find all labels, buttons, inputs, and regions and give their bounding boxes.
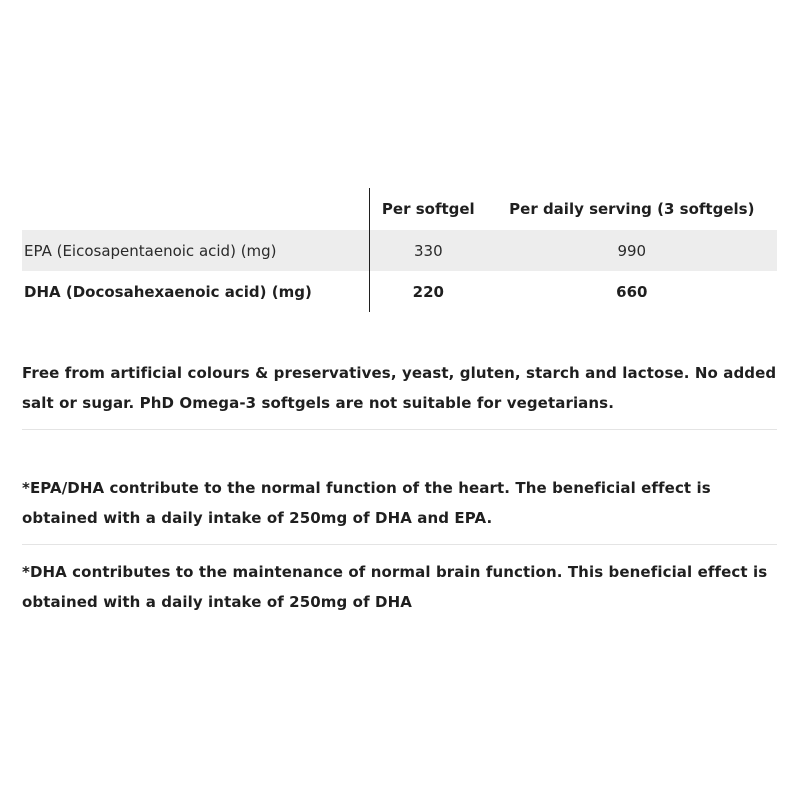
nutrient-name: EPA (Eicosapentaenoic acid) (mg) — [22, 230, 369, 271]
per-softgel-value: 220 — [412, 282, 444, 301]
divider — [22, 429, 777, 430]
header-per-daily: Per daily serving (3 softgels) — [509, 200, 755, 218]
per-daily-value: 660 — [616, 282, 648, 301]
header-nutrient — [22, 188, 369, 230]
nutrient-name: DHA (Docosahexaenoic acid) (mg) — [22, 271, 369, 312]
brain-claim-note: *DHA contributes to the maintenance of normal brain function. This beneficial effect is obtained with a daily intake of 250mg of DHA — [22, 563, 768, 611]
heart-claim-note: *EPA/DHA contribute to the normal function of the heart. The beneficial effect is obtained with a daily intake of 250mg of DHA and EPA. — [22, 479, 711, 527]
table-header-row — [22, 188, 777, 230]
table-row — [22, 230, 777, 271]
header-per-softgel: Per softgel — [381, 200, 475, 218]
per-daily-value: 990 — [487, 230, 776, 271]
per-softgel-value: 330 — [369, 230, 487, 271]
nutrition-table — [22, 188, 777, 312]
free-from-note: Free from artificial colours & preservatives, yeast, gluten, starch and lactose. No added salt or sugar. PhD Omega-3 softgels are not suitable for vegetarians. — [22, 364, 777, 412]
table-row — [22, 271, 777, 312]
divider — [22, 544, 777, 545]
